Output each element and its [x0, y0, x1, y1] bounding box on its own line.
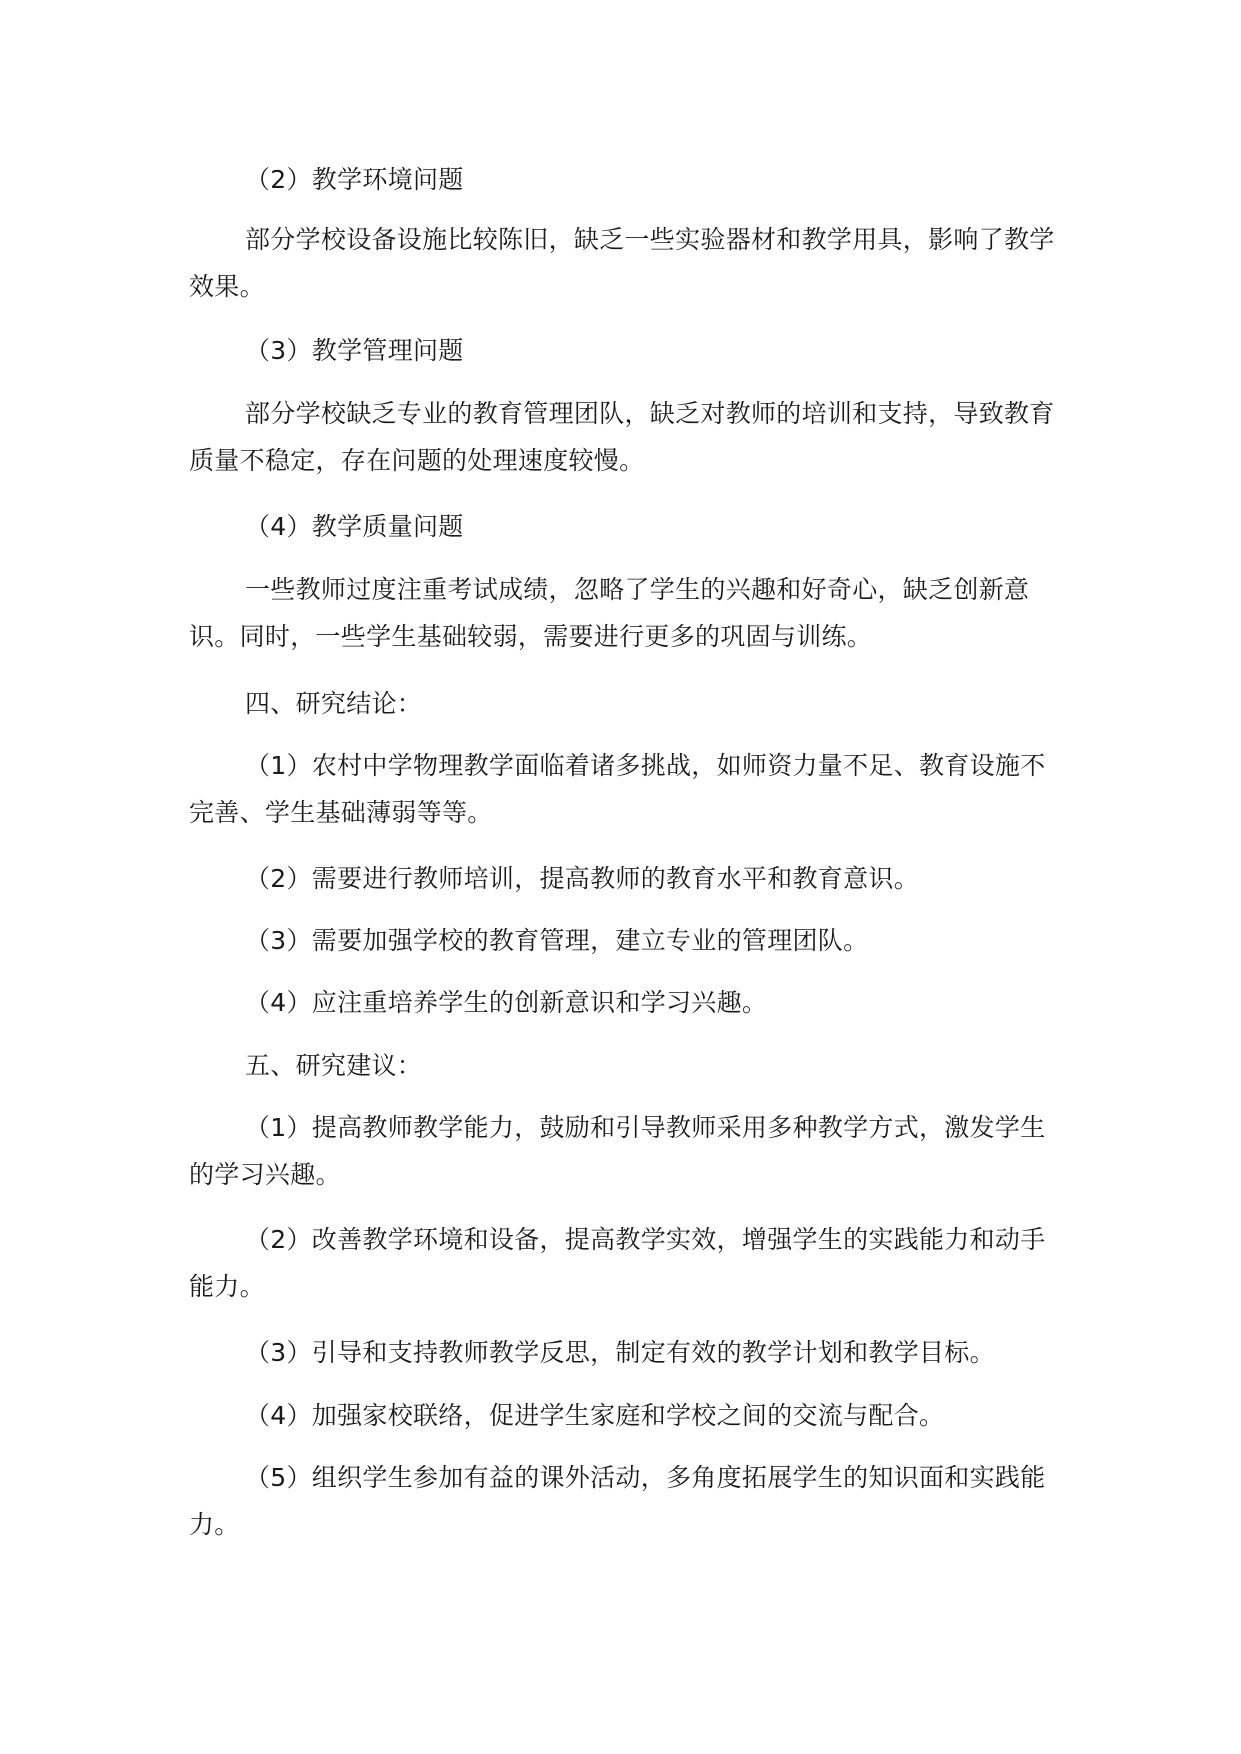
heading-teaching-environment: （2）教学环境问题	[245, 165, 464, 194]
conclusion-item-3: （3）需要加强学校的教育管理，建立专业的管理团队。	[245, 926, 869, 955]
conclusion-item-1: （1）农村中学物理教学面临着诸多挑战，如师资力量不足、教育设施不完善、学生基础薄弱等等。	[189, 751, 1046, 827]
paragraph-teaching-quality: 一些教师过度注重考试成绩，忽略了学生的兴趣和好奇心，缺乏创新意识。同时，一些学生基础较弱，需要进行更多的巩固与训练。	[189, 575, 1030, 651]
section-heading-suggestions: 五、研究建议：	[245, 1051, 423, 1080]
suggestion-item-2: （2）改善教学环境和设备，提高教学实效，增强学生的实践能力和动手能力。	[189, 1225, 1046, 1301]
suggestion-item-3: （3）引导和支持教师教学反思，制定有效的教学计划和教学目标。	[245, 1338, 995, 1367]
conclusion-item-4: （4）应注重培养学生的创新意识和学习兴趣。	[245, 988, 768, 1017]
heading-teaching-management: （3）教学管理问题	[245, 336, 464, 365]
paragraph-teaching-environment: 部分学校设备设施比较陈旧，缺乏一些实验器材和教学用具，影响了教学效果。	[189, 225, 1055, 301]
suggestion-item-5: （5）组织学生参加有益的课外活动，多角度拓展学生的知识面和实践能力。	[189, 1463, 1046, 1539]
paragraph-teaching-management: 部分学校缺乏专业的教育管理团队，缺乏对教师的培训和支持，导致教育质量不稳定，存在问题的处理速度较慢。	[189, 399, 1055, 475]
suggestion-item-4: （4）加强家校联络，促进学生家庭和学校之间的交流与配合。	[245, 1401, 945, 1430]
conclusion-item-2: （2）需要进行教师培训，提高教师的教育水平和教育意识。	[245, 864, 920, 893]
suggestion-item-1: （1）提高教师教学能力，鼓励和引导教师采用多种教学方式，激发学生的学习兴趣。	[189, 1113, 1046, 1189]
heading-teaching-quality: （4）教学质量问题	[245, 512, 464, 541]
section-heading-conclusions: 四、研究结论：	[245, 689, 423, 718]
